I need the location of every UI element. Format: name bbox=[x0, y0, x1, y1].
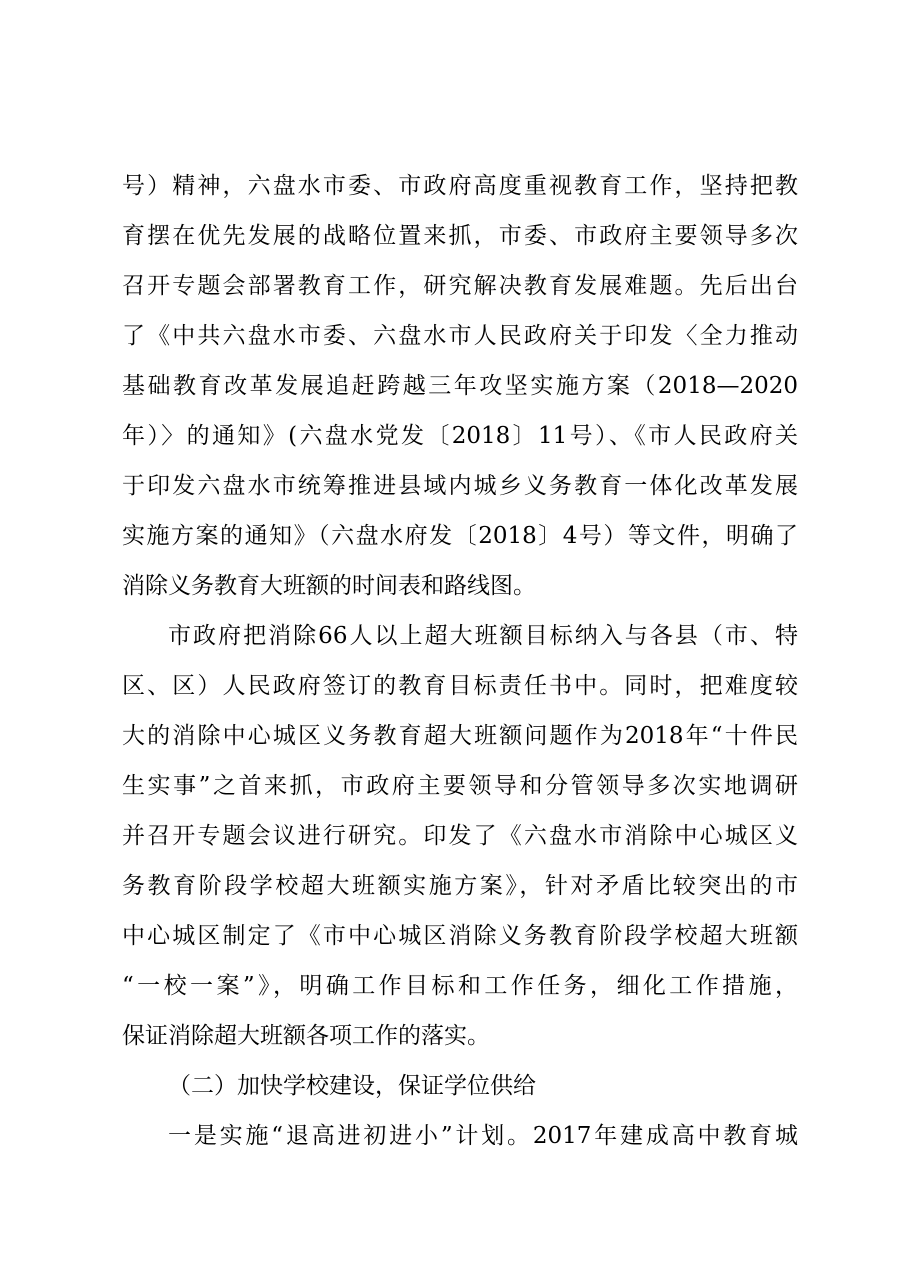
paragraph-line: 号）精神，六盘水市委、市政府高度重视教育工作，坚持把教 bbox=[122, 173, 798, 199]
paragraph-line: 年）〉的通知》(六盘水党发〔2018〕11号）、《市人民政府关 bbox=[122, 423, 798, 449]
paragraph-line: 生实事”之首来抓，市政府主要领导和分管领导多次实地调研 bbox=[122, 773, 798, 799]
paragraph-line: 市政府把消除66人以上超大班额目标纳入与各县（市、特 bbox=[168, 623, 798, 649]
paragraph-line: 保证消除超大班额各项工作的落实。 bbox=[122, 1023, 490, 1049]
paragraph-line: 召开专题会部署教育工作，研究解决教育发展难题。先后出台 bbox=[122, 273, 798, 299]
paragraph-line: 一是实施“退高进初进小”计划。2017年建成高中教育城 bbox=[168, 1123, 798, 1149]
paragraph-line: 消除义务教育大班额的时间表和路线图。 bbox=[122, 573, 536, 599]
section-heading: （二）加快学校建设，保证学位供给 bbox=[168, 1073, 536, 1099]
paragraph-line: 中心城区制定了《市中心城区消除义务教育阶段学校超大班额 bbox=[122, 923, 798, 949]
paragraph-line: 实施方案的通知》（六盘水府发〔2018〕4号）等文件，明确了 bbox=[122, 523, 798, 549]
paragraph-line: 并召开专题会议进行研究。印发了《六盘水市消除中心城区义 bbox=[122, 823, 798, 849]
paragraph-line: 大的消除中心城区义务教育超大班额问题作为2018年“十件民 bbox=[122, 723, 798, 749]
paragraph-line: 育摆在优先发展的战略位置来抓，市委、市政府主要领导多次 bbox=[122, 223, 798, 249]
paragraph-line: “一校一案”》，明确工作目标和工作任务，细化工作措施， bbox=[122, 973, 798, 999]
paragraph-line: 于印发六盘水市统筹推进县域内城乡义务教育一体化改革发展 bbox=[122, 473, 798, 499]
paragraph-line: 区、区）人民政府签订的教育目标责任书中。同时，把难度较 bbox=[122, 673, 798, 699]
paragraph-line: 基础教育改革发展追赶跨越三年攻坚实施方案（2018—2020 bbox=[122, 373, 798, 399]
paragraph-line: 了《中共六盘水市委、六盘水市人民政府关于印发〈全力推动 bbox=[122, 323, 798, 349]
paragraph-line: 务教育阶段学校超大班额实施方案》，针对矛盾比较突出的市 bbox=[122, 873, 798, 899]
